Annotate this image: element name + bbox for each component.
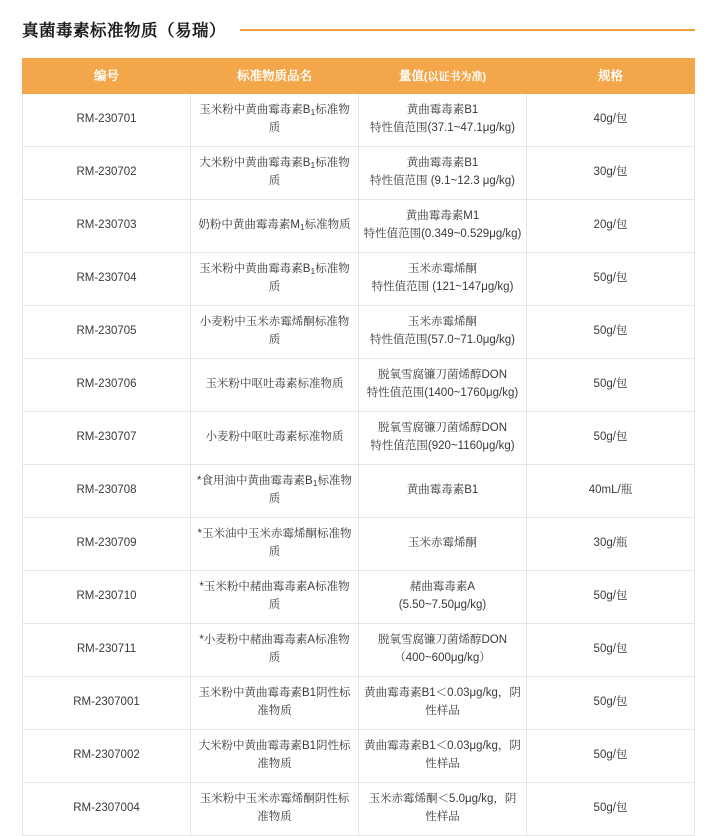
cell-value-line2: 特性值范围(920~1160μg/kg) [370, 440, 515, 453]
cell-value-line1: 黄曲霉毒素M1 [405, 210, 480, 223]
cell-value-line1: 黄曲霉毒素B1＜0.03μg/kg，阴性样品 [364, 740, 521, 771]
column-header-value-note: (以证书为准) [423, 71, 487, 83]
cell-name [191, 147, 359, 200]
cell-value-line1: 玉米赤霉烯酮 [408, 263, 477, 276]
cell-name-subscript: 1 [299, 222, 305, 233]
cell-value-line2: 特性值范围(57.0~71.0μg/kg) [369, 334, 515, 347]
cell-name-text: 玉米粉中黄曲霉毒素B [199, 263, 311, 276]
cell-name [191, 730, 359, 783]
table-row [23, 730, 695, 783]
cell-spec: 50g/包 [527, 624, 695, 677]
column-header-code: 编号 [23, 59, 191, 94]
cell-name [191, 412, 359, 465]
cell-spec: 30g/瓶 [527, 518, 695, 571]
cell-value-line1: 玉米赤霉烯酮＜5.0μg/kg，阴性样品 [368, 793, 517, 824]
cell-value [359, 571, 527, 624]
table-row [23, 200, 695, 253]
cell-name-text: *玉米粉中赭曲霉毒素A标准物质 [199, 581, 350, 612]
cell-spec: 50g/包 [527, 571, 695, 624]
cell-code: RM-230710 [23, 571, 191, 624]
table-body [23, 94, 695, 836]
cell-value-line2: （400~600μg/kg） [394, 652, 491, 665]
cell-value-line2: (5.50~7.50μg/kg) [398, 599, 487, 612]
cell-name-suffix: 标准物质 [268, 157, 350, 188]
table-row [23, 253, 695, 306]
cell-value-line1: 玉米赤霉烯酮 [408, 537, 477, 550]
cell-value-line1: 黄曲霉毒素B1 [406, 157, 479, 170]
column-header-spec: 规格 [527, 59, 695, 94]
table-row [23, 147, 695, 200]
cell-value [359, 94, 527, 147]
cell-code: RM-230702 [23, 147, 191, 200]
cell-name-suffix: 标准物质 [268, 263, 350, 294]
cell-value [359, 412, 527, 465]
cell-name [191, 465, 359, 518]
cell-name-subscript: 1 [310, 160, 316, 171]
cell-name-text: 小麦粉中玉米赤霉烯酮标准物质 [199, 316, 350, 347]
table-row [23, 677, 695, 730]
cell-value [359, 200, 527, 253]
table-header [23, 59, 695, 94]
cell-name [191, 783, 359, 836]
cell-value-line2: 特性值范围(37.1~47.1μg/kg) [369, 122, 515, 135]
cell-value [359, 306, 527, 359]
cell-code: RM-230701 [23, 94, 191, 147]
cell-name-text: 奶粉中黄曲霉毒素M [198, 219, 300, 232]
cell-value [359, 359, 527, 412]
table-row [23, 306, 695, 359]
cell-code: RM-230703 [23, 200, 191, 253]
cell-name [191, 624, 359, 677]
table-row [23, 94, 695, 147]
cell-value-line2: 特性值范围(1400~1760μg/kg) [366, 387, 519, 400]
cell-value-line1: 脱氧雪腐镰刀菌烯醇DON [377, 634, 508, 647]
cell-name-text: 大米粉中黄曲霉毒素B1阴性标准物质 [198, 740, 351, 771]
cell-code: RM-2307002 [23, 730, 191, 783]
cell-value [359, 465, 527, 518]
cell-code: RM-2307004 [23, 783, 191, 836]
table-row [23, 412, 695, 465]
cell-value [359, 518, 527, 571]
page-title-row [0, 0, 717, 44]
cell-code: RM-230708 [23, 465, 191, 518]
cell-name-text: *小麦粉中赭曲霉毒素A标准物质 [199, 634, 350, 665]
cell-name [191, 359, 359, 412]
cell-value-line1: 脱氧雪腐镰刀菌烯醇DON [377, 369, 508, 382]
cell-value-line1: 脱氧雪腐镰刀菌烯醇DON [377, 422, 508, 435]
cell-value-line2: 特性值范围(0.349~0.529μg/kg) [363, 228, 522, 241]
table-header-row [23, 59, 695, 94]
cell-spec: 50g/包 [527, 306, 695, 359]
cell-value-line1: 黄曲霉毒素B1 [406, 104, 479, 117]
cell-name-text: 玉米粉中黄曲霉毒素B1阴性标准物质 [198, 687, 351, 718]
cell-name-subscript: 1 [312, 478, 318, 489]
cell-name-text: 大米粉中黄曲霉毒素B [199, 157, 311, 170]
table-row [23, 465, 695, 518]
cell-value-line1: 玉米赤霉烯酮 [408, 316, 477, 329]
cell-spec: 50g/包 [527, 412, 695, 465]
cell-value [359, 783, 527, 836]
column-header-value-main: 量值 [398, 69, 424, 83]
table-container [0, 44, 717, 836]
title-divider [240, 29, 695, 31]
cell-value [359, 730, 527, 783]
cell-spec: 50g/包 [527, 253, 695, 306]
cell-value-line1: 赭曲霉毒素A [409, 581, 476, 594]
page-title: 真菌毒素标准物质（易瑞） [22, 22, 226, 40]
cell-code: RM-230711 [23, 624, 191, 677]
cell-name [191, 200, 359, 253]
cell-spec: 50g/包 [527, 783, 695, 836]
cell-value [359, 624, 527, 677]
cell-name [191, 253, 359, 306]
cell-spec: 50g/包 [527, 730, 695, 783]
cell-value-line2: 特性值范围 (121~147μg/kg) [371, 281, 514, 294]
table-row [23, 783, 695, 836]
cell-spec: 40g/包 [527, 94, 695, 147]
cell-code: RM-230705 [23, 306, 191, 359]
cell-code: RM-2307001 [23, 677, 191, 730]
column-header-value [359, 59, 527, 94]
cell-name-text: 玉米粉中黄曲霉毒素B [199, 104, 311, 117]
table-row [23, 518, 695, 571]
cell-code: RM-230707 [23, 412, 191, 465]
table-row [23, 571, 695, 624]
cell-value-line1: 黄曲霉毒素B1 [406, 484, 479, 497]
cell-name-suffix: 标准物质 [304, 219, 351, 232]
cell-name-text: 玉米粉中玉米赤霉烯酮阴性标准物质 [199, 793, 350, 824]
cell-spec: 50g/包 [527, 359, 695, 412]
cell-code: RM-230706 [23, 359, 191, 412]
cell-value [359, 677, 527, 730]
table-row [23, 359, 695, 412]
cell-name [191, 571, 359, 624]
cell-value-line2: 特性值范围 (9.1~12.3 μg/kg) [370, 175, 515, 188]
cell-name-text: *食用油中黄曲霉毒素B [197, 475, 313, 488]
cell-name [191, 518, 359, 571]
cell-spec: 50g/包 [527, 677, 695, 730]
cell-name-suffix: 标准物质 [268, 104, 350, 135]
cell-value-line1: 黄曲霉毒素B1＜0.03μg/kg，阴性样品 [364, 687, 521, 718]
cell-spec: 40mL/瓶 [527, 465, 695, 518]
cell-code: RM-230709 [23, 518, 191, 571]
cell-name-subscript: 1 [310, 107, 316, 118]
cell-name-suffix: 标准物质 [268, 475, 352, 506]
cell-value [359, 253, 527, 306]
cell-name-text: 小麦粉中呕吐毒素标准物质 [205, 431, 344, 444]
cell-name-text: 玉米粉中呕吐毒素标准物质 [205, 378, 344, 391]
cell-name-text: *玉米油中玉米赤霉烯酮标准物质 [197, 528, 352, 559]
cell-spec: 30g/包 [527, 147, 695, 200]
table-row [23, 624, 695, 677]
standard-materials-table [22, 58, 695, 836]
cell-name [191, 677, 359, 730]
cell-name [191, 306, 359, 359]
column-header-name: 标准物质品名 [191, 59, 359, 94]
cell-name [191, 94, 359, 147]
cell-code: RM-230704 [23, 253, 191, 306]
cell-name-subscript: 1 [310, 266, 316, 277]
cell-value [359, 147, 527, 200]
cell-spec: 20g/包 [527, 200, 695, 253]
